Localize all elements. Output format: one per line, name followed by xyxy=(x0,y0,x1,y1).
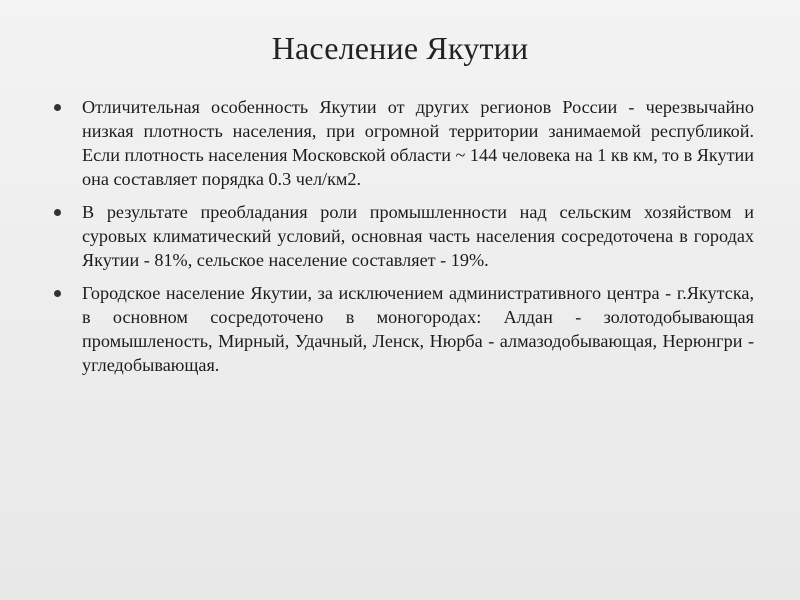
bullet-dot-icon xyxy=(54,209,61,216)
bullet-dot-icon xyxy=(54,290,61,297)
bullet-text: Городское население Якутии, за исключением административного центра - г.Якутска, в основном сосредоточено в моногородах: Алдан - золотодобывающая промышленость, Мирный, Удачный, Ленск, Нюрба - алмазодобывающая, Нерюнгри - угледобывающая. xyxy=(82,283,754,375)
bullet-dot-icon xyxy=(54,104,61,111)
bullet-item-urban-share xyxy=(54,200,754,272)
bullet-list xyxy=(54,95,754,386)
bullet-text: В результате преобладания роли промышленности над сельским хозяйством и суровых климатический условий, основная часть населения сосредоточена в городах Якутии - 81%, сельское население составляет - 19%. xyxy=(82,202,754,270)
bullet-text: Отличительная особенность Якутии от других регионов России - черезвычайно низкая плотность населения, при огромной территории занимаемой республикой. Если плотность населения Московской области ~ 144 человека на 1 кв км, то в Якутии она составляет порядка 0.3 чел/км2. xyxy=(82,97,754,189)
bullet-item-monotowns xyxy=(54,281,754,377)
slide-title: Население Якутии xyxy=(271,30,529,66)
bullet-item-density xyxy=(54,95,754,191)
